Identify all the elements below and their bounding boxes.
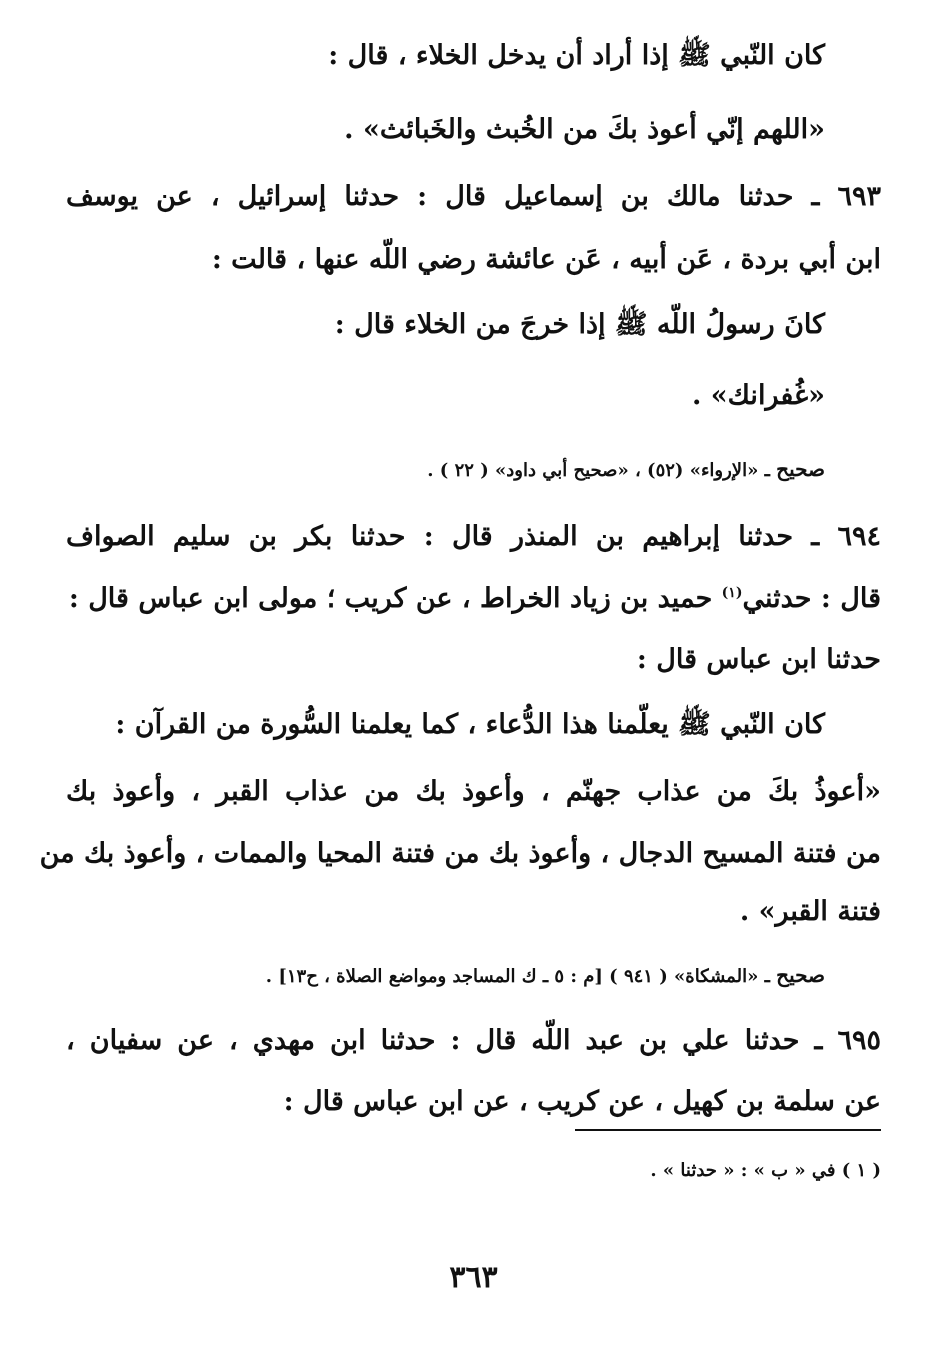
text-line: كانَ رسولُ اللّه ﷺ إذا خرجَ من الخلاء قال : [334,309,825,340]
grading-note [66,961,825,991]
text-line: ابن أبي بردة ، عَن أبيه ، عَن عائشة رضي اللّه عنها ، قالت : [211,244,881,275]
line-rest: حميد بن زياد الخراط ، عن كريب ؛ مولى ابن عباس قال : [68,583,713,614]
grade-label: صحيح [776,457,825,481]
text-line [66,579,881,619]
hadith-695-line: ٦٩٥ ـ حدثنا علي بن عبد اللّه قال : حدثنا ابن مهدي ، عن سفيان ، [66,1025,881,1056]
footnote-marker: (١) [721,585,743,601]
grade-label: صحيح [776,963,825,987]
hadith-693-line: ٦٩٣ ـ حدثنا مالك بن إسماعيل قال : حدثنا إسرائيل ، عن يوسف [66,181,881,212]
footnote-separator [575,1129,881,1131]
grading-note [66,455,825,485]
footnote: ( ١ ) في « ب » : « حدثنا » . [650,1160,881,1181]
hadith-694-line: ٦٩٤ ـ حدثنا إبراهيم بن المنذر قال : حدثنا بكر بن سليم الصواف [66,521,881,552]
line-prefix: قال : حدثني [742,583,881,614]
text-line: كان النّبي ﷺ إذا أراد أن يدخل الخلاء ، قال : [328,40,825,71]
grade-text: ـ «الإرواء» (٥٢) ، «صحيح أبي داود» ( ٢٢ ) . [427,460,770,481]
text-line: «أعوذُ بكَ من عذاب جهنّم ، وأعوذ بك من عذاب القبر ، وأعوذ بك [66,776,881,807]
text-line: «اللهم إنّي أعوذ بكَ من الخُبث والخَبائث» . [344,114,825,145]
text-line: كان النّبي ﷺ يعلّمنا هذا الدُّعاء ، كما يعلمنا السُّورة من القرآن : [115,709,825,740]
text-line: من فتنة المسيح الدجال ، وأعوذ بك من فتنة المحيا والممات ، وأعوذ بك من [39,838,881,869]
text-line: فتنة القبر» . [739,896,881,927]
grade-text: ـ «المشكاة» ( ٩٤١ ) [م : ٥ ـ ك المساجد ومواضع الصلاة ، ح١٣] . [265,966,770,987]
text-line: «غُفرانك» . [692,380,825,411]
text-line: حدثنا ابن عباس قال : [636,644,881,675]
text-line: عن سلمة بن كهيل ، عن كريب ، عن ابن عباس قال : [283,1086,881,1117]
page-number: ٣٦٣ [449,1260,498,1295]
